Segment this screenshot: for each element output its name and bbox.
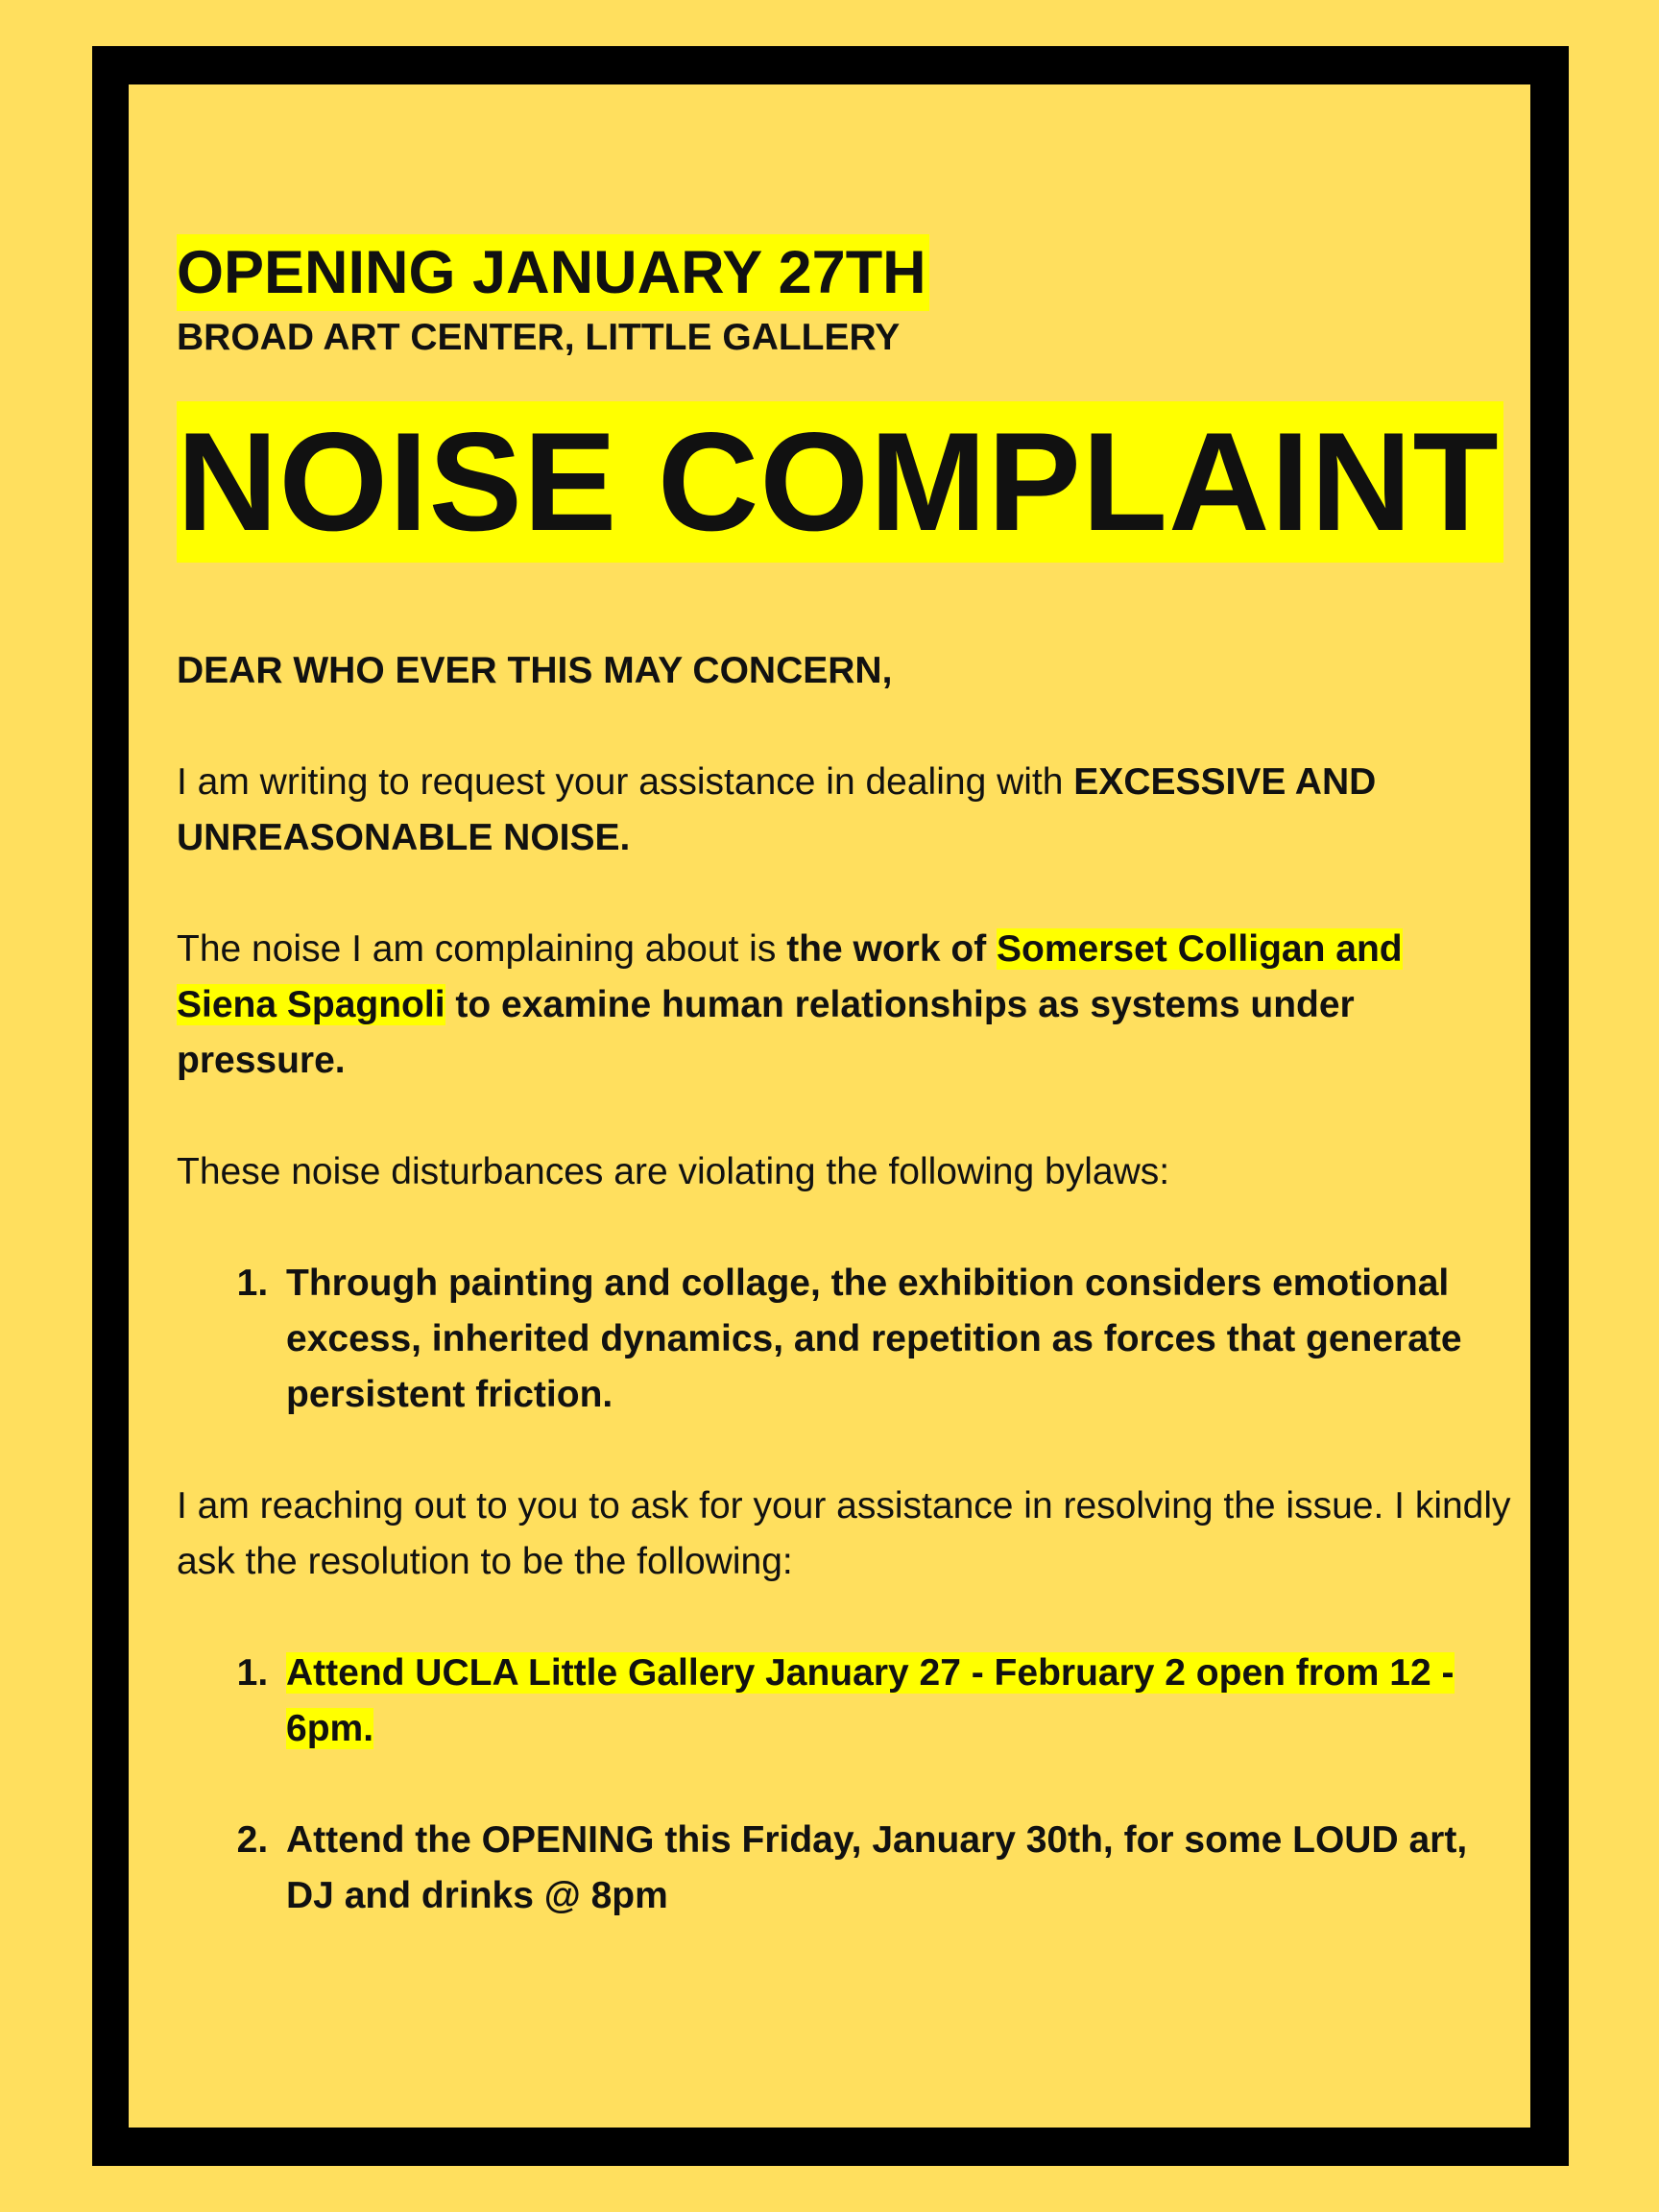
venue-subheading: BROAD ART CENTER, LITTLE GALLERY [177, 317, 901, 358]
bylaw-item: 1. Through painting and collage, the exhibition considers emotional excess, inherited dynamics, and repetition as forces that generate persistent friction. [278, 1256, 1511, 1423]
poster-title: NOISE COMPLAINT [177, 401, 1503, 563]
poster-content [177, 234, 1511, 1924]
artist-names-highlight: Somerset Colligan and Siena Spagnoli [177, 928, 1403, 1025]
paragraph-complaint-text: The noise I am complaining about is [177, 928, 787, 970]
resolution-item-2: 2. Attend the OPENING this Friday, January 30th, for some LOUD art, DJ and drinks @ 8pm [278, 1813, 1511, 1924]
salutation: DEAR WHO EVER THIS MAY CONCERN, [177, 650, 893, 691]
paragraph-resolution-intro: I am reaching out to you to ask for your assistance in resolving the issue. I kindly ask the resolution to be the following: [177, 1485, 1511, 1582]
paragraph-complaint-emphasis-b: to examine human relationships as systems under pressure. [177, 984, 1355, 1081]
paragraph-complaint-emphasis-a: the work of [786, 928, 998, 970]
paragraph-request-emphasis: EXCESSIVE AND UNREASONABLE NOISE. [177, 761, 1377, 858]
paragraph-request-text: I am writing to request your assistance in dealing with [177, 761, 1074, 803]
resolution-item-1 [278, 1646, 1511, 1757]
bylaws-list [177, 1256, 1511, 1423]
resolutions-list [177, 1646, 1511, 1924]
paragraph-request [177, 755, 1511, 866]
resolution-item-1-text: Attend UCLA Little Gallery January 27 - February 2 open from 12 - 6pm. [286, 1652, 1455, 1749]
paragraph-bylaws-intro: These noise disturbances are violating the following bylaws: [177, 1151, 1170, 1192]
paragraph-complaint [177, 922, 1511, 1089]
opening-date-heading: OPENING JANUARY 27TH [177, 234, 929, 311]
